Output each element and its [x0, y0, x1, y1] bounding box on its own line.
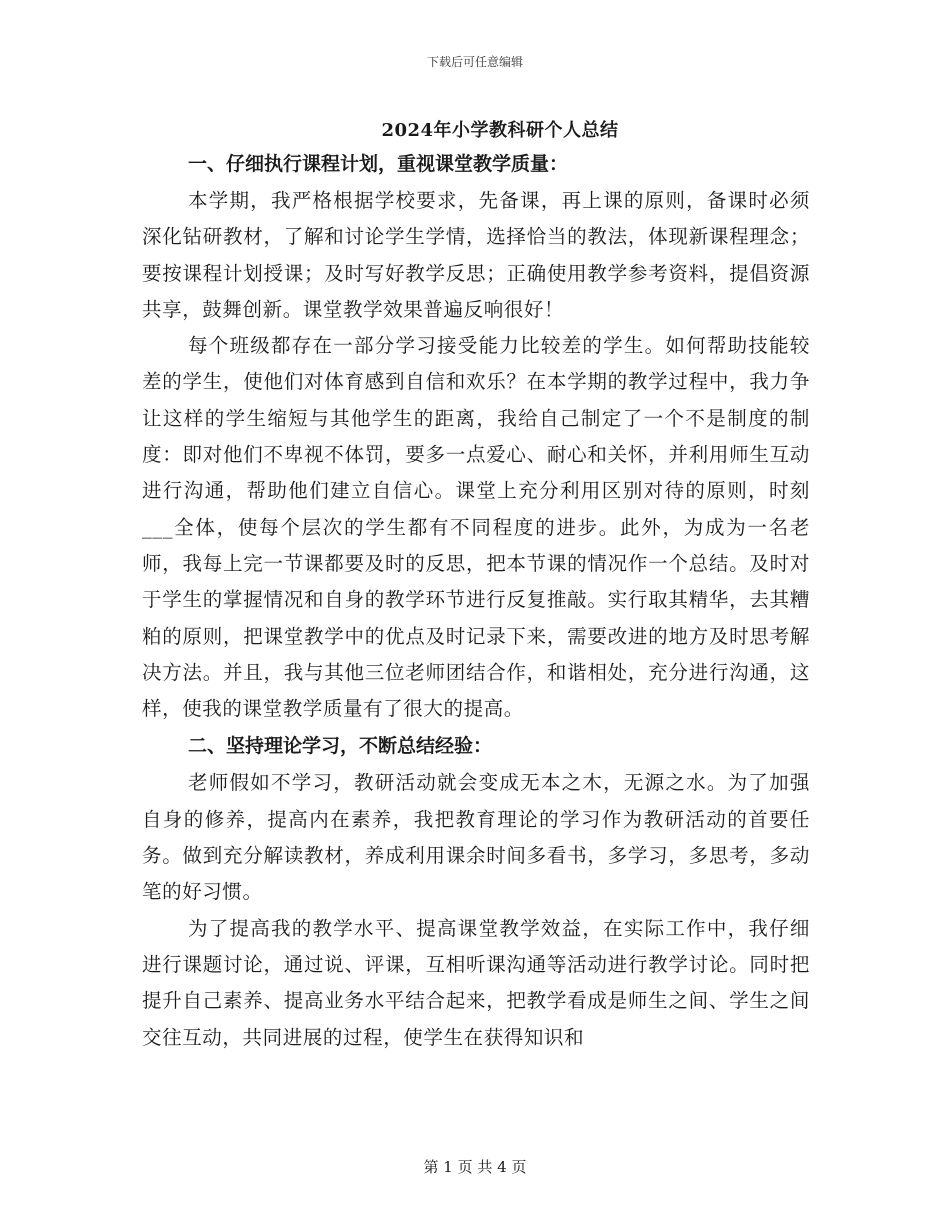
document-body	[142, 145, 810, 1056]
section-2-paragraph-2: 为了提高我的教学水平、提高课堂教学效益，在实际工作中，我仔细进行课题讨论，通过说、评课，互相听课沟通等活动进行教学讨论。同时把提升自己素养、提高业务水平结合起来，把教学看成是师生之间、学生之间交往互动，共同进展的过程，使学生在获得知识和	[142, 916, 810, 1049]
page-header-note: 下载后可任意编辑	[426, 55, 523, 69]
section-1-paragraph-1: 本学期，我严格根据学校要求，先备课，再上课的原则，备课时必须深化钻研教材，了解和讨论学生学情，选择恰当的教法，体现新课程理念；要按课程计划授课；及时写好教学反思；正确使用教学参考资料，提倡资源共享，鼓舞创新。课堂教学效果普遍反响很好！	[142, 189, 810, 321]
section-1-paragraph-2: 每个班级都存在一部分学习接受能力比较差的学生。如何帮助技能较差的学生，使他们对体育感到自信和欢乐？在本学期的教学过程中，我力争让这样的学生缩短与其他学生的距离，我给自己制定了一个不是制度的制度：即对他们不卑视不体罚，要多一点爱心、耐心和关怀，并利用师生互动进行沟通，帮助他们建立自信心。课堂上充分利用区别对待的原则，时刻___全体，使每个层次的学生都有不同程度的进步。此外，为成为一名老师，我每上完一节课都要及时的反思，把本节课的情况作一个总结。及时对于学生的掌握情况和自身的教学环节进行反复推敲。实行取其精华，去其糟粕的原则，把课堂教学中的优点及时记录下来，需要改进的地方及时思考解决方法。并且，我与其他三位老师团结合作，和谐相处，充分进行沟通，这样，使我的课堂教学质量有了很大的提高。	[142, 334, 810, 721]
section-2-paragraph-1: 老师假如不学习，教研活动就会变成无本之木，无源之水。为了加强自身的修养，提高内在素养，我把教育理论的学习作为教研活动的首要任务。做到充分解读教材，养成利用课余时间多看书，多学习，多思考，多动笔的好习惯。	[142, 771, 810, 904]
section-2-heading: 二、坚持理论学习，不断总结经验：	[188, 735, 493, 758]
page-number-footer: 第 1 页 共 4 页	[423, 1158, 527, 1176]
document-title: 2024年小学教科研个人总结	[381, 120, 619, 141]
section-1-heading: 一、仔细执行课程计划，重视课堂教学质量：	[188, 153, 569, 175]
